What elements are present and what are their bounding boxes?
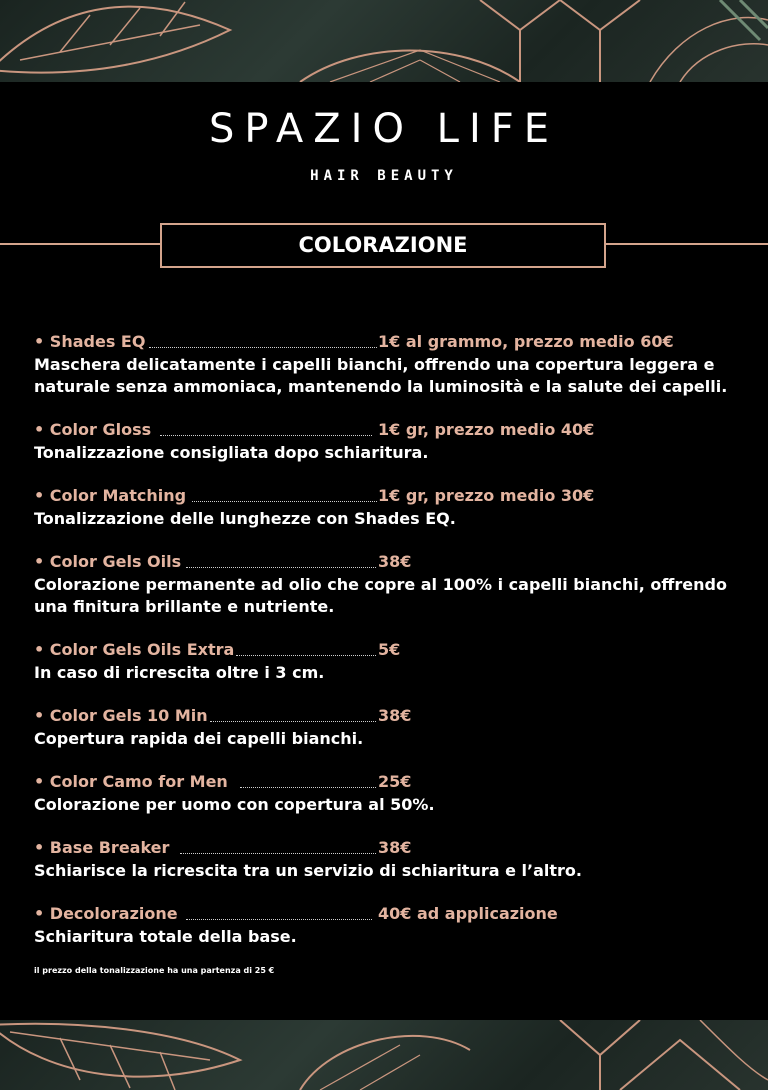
brand-logo: SPAZIO LIFE <box>208 106 560 152</box>
service-price: 38€ <box>378 552 412 571</box>
service-row <box>34 484 754 508</box>
service-description: In caso di ricrescita oltre i 3 cm. <box>34 663 325 682</box>
service-name: • Color Gels Oils Extra <box>34 640 235 659</box>
dotted-leader <box>160 435 372 436</box>
service-item <box>34 484 754 550</box>
leaf-pattern-icon <box>0 0 768 82</box>
dotted-leader <box>210 721 376 722</box>
service-name: • Color Camo for Men <box>34 772 228 791</box>
dotted-leader <box>236 655 376 656</box>
dotted-leader <box>180 853 376 854</box>
service-price: 1€ gr, prezzo medio 40€ <box>378 420 595 439</box>
service-description: Colorazione per uomo con copertura al 50%. <box>34 795 435 814</box>
service-item <box>34 638 754 704</box>
dotted-leader <box>186 567 376 568</box>
service-row <box>34 550 754 574</box>
divider-right <box>605 243 768 245</box>
decorative-top-banner <box>0 0 768 82</box>
service-description: Copertura rapida dei capelli bianchi. <box>34 729 364 748</box>
service-price: 1€ al grammo, prezzo medio 60€ <box>378 332 674 351</box>
service-row <box>34 638 754 662</box>
service-name: • Color Gloss <box>34 420 152 439</box>
service-item <box>34 770 754 836</box>
service-item <box>34 418 754 484</box>
service-row <box>34 704 754 728</box>
service-name: • Base Breaker <box>34 838 170 857</box>
service-item <box>34 330 754 418</box>
service-description: Tonalizzazione delle lunghezze con Shades EQ. <box>34 509 456 528</box>
service-price: 38€ <box>378 838 412 857</box>
leaf-pattern-icon <box>0 1020 768 1090</box>
service-description: Tonalizzazione consigliata dopo schiaritura. <box>34 443 429 462</box>
service-row <box>34 902 754 926</box>
service-row <box>34 770 754 794</box>
services-list <box>34 330 754 952</box>
service-price: 1€ gr, prezzo medio 30€ <box>378 486 595 505</box>
price-footnote: il prezzo della tonalizzazione ha una partenza di 25 € <box>34 966 275 975</box>
service-row <box>34 418 754 442</box>
service-price: 25€ <box>378 772 412 791</box>
service-price: 38€ <box>378 706 412 725</box>
service-item <box>34 704 754 770</box>
brand-tagline: HAIR BEAUTY <box>310 168 458 184</box>
service-name: • Color Matching <box>34 486 187 505</box>
decorative-bottom-banner <box>0 1020 768 1090</box>
service-name: • Color Gels Oils <box>34 552 182 571</box>
dotted-leader <box>192 501 377 502</box>
service-name: • Color Gels 10 Min <box>34 706 208 725</box>
service-description: Colorazione permanente ad olio che copre al 100% i capelli bianchi, offrendo una finitura brillante e nutriente. <box>34 575 727 616</box>
service-row <box>34 330 754 354</box>
service-item <box>34 550 754 638</box>
service-row <box>34 836 754 860</box>
service-item <box>34 836 754 902</box>
service-name: • Shades EQ <box>34 332 146 351</box>
dotted-leader <box>149 347 377 348</box>
section-title: COLORAZIONE <box>160 223 606 268</box>
service-description: Schiarisce la ricrescita tra un servizio di schiaritura e l’altro. <box>34 861 582 880</box>
service-name: • Decolorazione <box>34 904 178 923</box>
service-item <box>34 902 754 952</box>
service-description: Maschera delicatamente i capelli bianchi, offrendo una copertura leggera e naturale senza ammoniaca, mantenendo la luminosità e la salute dei capelli. <box>34 355 728 396</box>
service-price: 5€ <box>378 640 401 659</box>
service-description: Schiaritura totale della base. <box>34 927 297 946</box>
dotted-leader <box>186 919 372 920</box>
service-price: 40€ ad applicazione <box>378 904 558 923</box>
divider-left <box>0 243 160 245</box>
dotted-leader <box>240 787 376 788</box>
